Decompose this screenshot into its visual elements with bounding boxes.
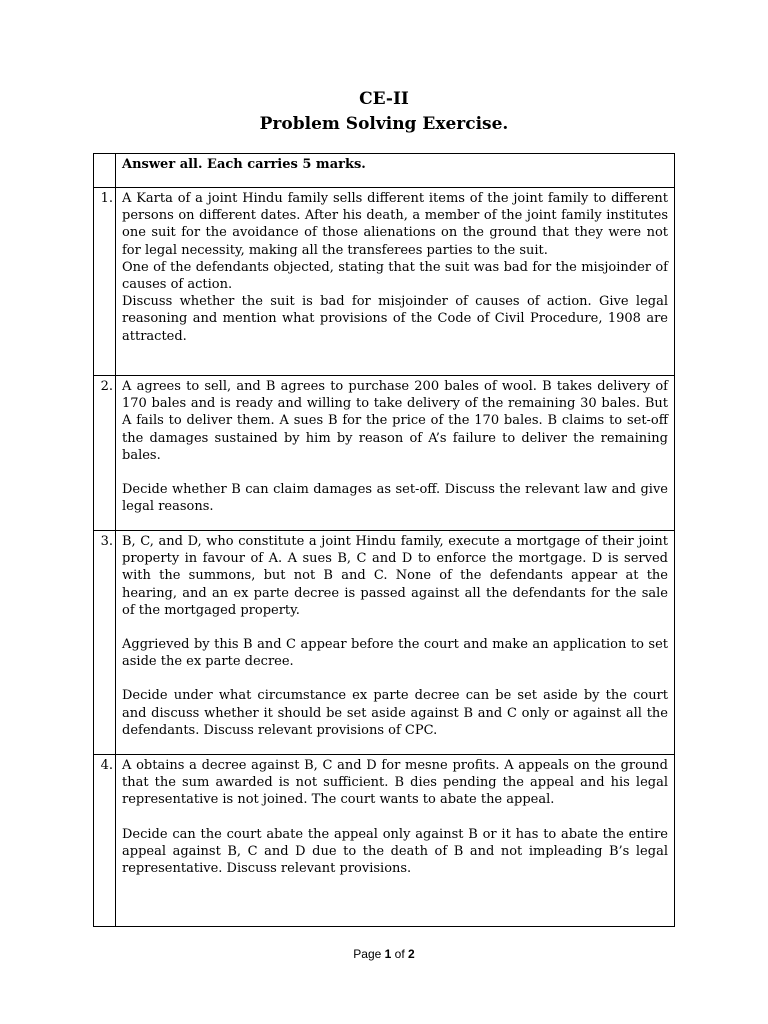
question-paragraph: A agrees to sell, and B agrees to purchase 200 bales of wool. B takes delivery of 170 bales and is ready and willing to take delivery of the remaining 30 bales. But A fails to deliver them. A sues B for the price of the 170 bales. B claims to set-off the damages sustained by him by reason of A’s failure to deliver the remaining bales.	[122, 379, 668, 463]
question-text	[116, 755, 675, 927]
question-paragraph: Decide can the court abate the appeal only against B or it has to abate the entire appeal against B, C and D due to the death of B and not impleading B’s legal representative. Discuss relevant provisions.	[122, 826, 668, 877]
page-footer	[0, 947, 768, 961]
document-title: Problem Solving Exercise.	[259, 114, 509, 134]
page-of-label: of	[394, 947, 405, 961]
total-pages-number: 2	[408, 947, 415, 961]
instruction-text: Answer all. Each carries 5 marks.	[116, 154, 675, 188]
question-text	[116, 376, 675, 531]
question-row-2	[94, 376, 675, 531]
question-paragraph: B, C, and D, who constitute a joint Hindu family, execute a mortgage of their joint property in favour of A. A sues B, C and D to enforce the mortgage. D is served with the summons, but not B and C. None of the defendants appear at the hearing, and an ex parte decree is passed against all the defendants for the sale of the mortgaged property.	[122, 534, 668, 618]
question-number: 4.	[94, 755, 116, 927]
question-number: 2.	[94, 376, 116, 531]
page-label: Page	[353, 947, 382, 961]
question-row-3	[94, 531, 675, 755]
question-paragraph: Decide whether B can claim damages as set-off. Discuss the relevant law and give legal reasons.	[122, 482, 668, 515]
questions-table	[93, 153, 675, 927]
question-paragraph: One of the defendants objected, stating that the suit was bad for the misjoinder of causes of action.	[122, 259, 668, 293]
question-paragraph: A obtains a decree against B, C and D for mesne profits. A appeals on the ground that the sum awarded is not sufficient. B dies pending the appeal and his legal representative is not joined. The court wants to abate the appeal.	[122, 758, 668, 808]
current-page-number: 1	[384, 947, 392, 961]
question-text	[116, 531, 675, 755]
question-number: 1.	[94, 188, 116, 376]
question-row-1	[94, 188, 675, 376]
instruction-row	[94, 154, 675, 188]
question-paragraph: Aggrieved by this B and C appear before the court and make an application to set aside the ex parte decree.	[122, 637, 668, 670]
question-paragraph: Decide under what circumstance ex parte decree can be set aside by the court and discuss whether it should be set aside against B and C only or against all the defendants. Discuss relevant provisions of CPC.	[122, 688, 668, 738]
question-number: 3.	[94, 531, 116, 755]
question-row-4	[94, 755, 675, 927]
question-paragraph: Discuss whether the suit is bad for misjoinder of causes of action. Give legal reasoning and mention what provisions of the Code of Civil Procedure, 1908 are attracted.	[122, 294, 668, 344]
document-code: CE-II	[359, 89, 409, 109]
question-paragraph: A Karta of a joint Hindu family sells different items of the joint family to different persons on different dates. After his death, a member of the joint family institutes one suit for the avoidance of those alienations on the ground that they were not for legal necessity, making all the transferees parties to the suit.	[122, 191, 668, 258]
instruction-number-cell	[94, 154, 116, 188]
question-text	[116, 188, 675, 376]
